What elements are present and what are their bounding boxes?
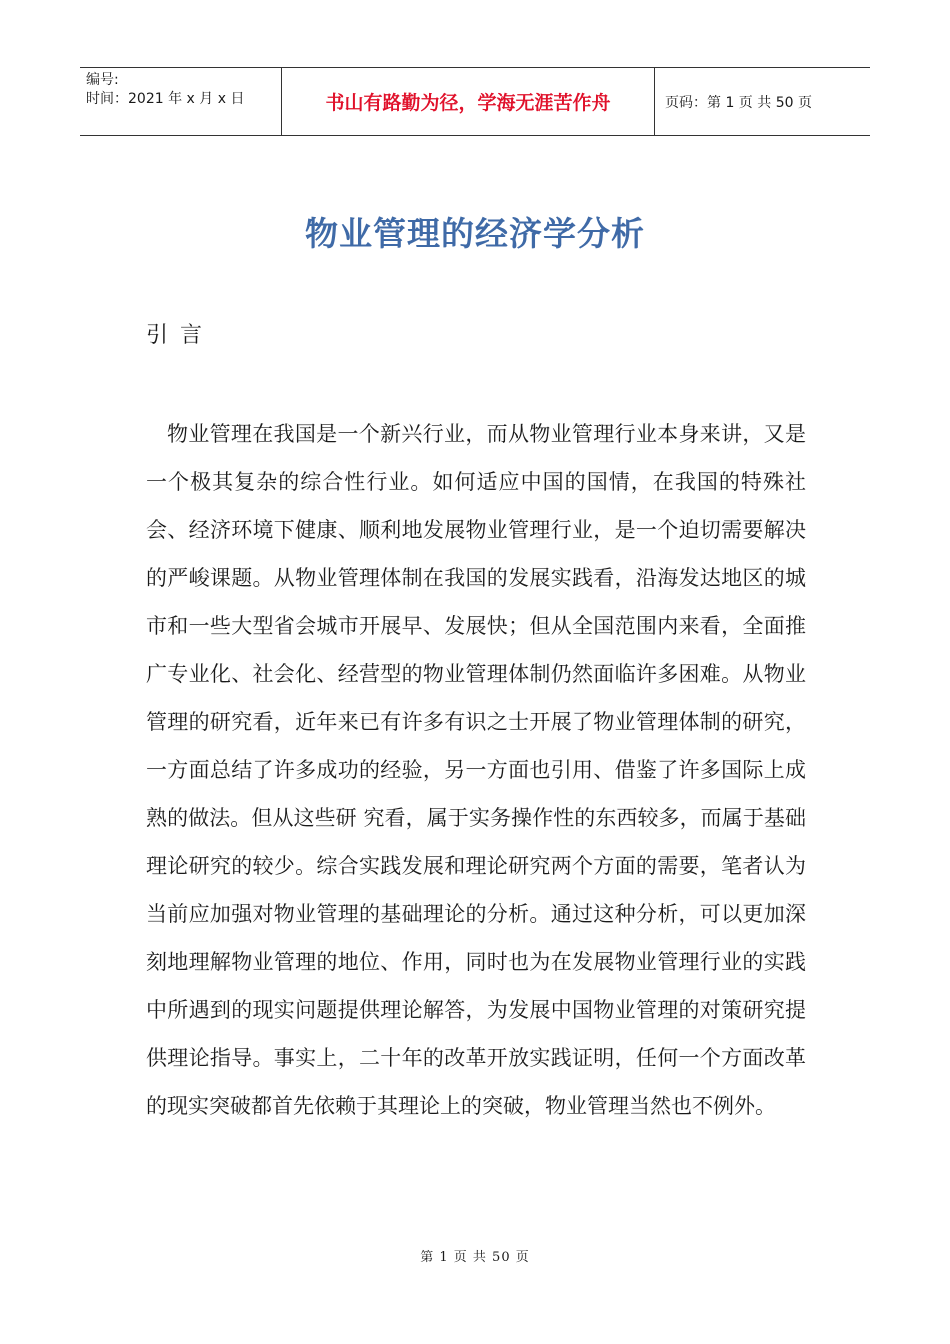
motto-text: 书山有路勤为径，学海无涯苦作舟 [325,92,611,114]
header-page-cell [655,68,870,135]
page-footer: 第 1 页 共 50 页 [420,1250,530,1265]
time-label: 时间：2021 年 x 月 x 日 [86,91,245,107]
body-paragraph: 物业管理在我国是一个新兴行业，而从物业管理行业本身来讲，又是一个极其复杂的综合性行业。如何适应中国的国情，在我国的特殊社会、经济环境下健康、顺利地发展物业管理行业，是一个迫切需要解决的严峻课题。从物业管理体制在我国的发展实践看，沿海发达地区的城市和一些大型省会城市开展早、发展快；但从全国范围内来看，全面推广专业化、社会化、经营型的物业管理体制仍然面临许多困难。从物业管理的研究看，近年来已有许多有识之士开展了物业管理体制的研究，一方面总结了许多成功的经验，另一方面也引用、借鉴了许多国际上成熟的做法。但从这些研 究看，属于实务操作性的东西较多，而属于基础理论研究的较少。综合实践发展和理论研究两个方面的需要，笔者认为当前应加强对物业管理的基础理论的分析。通过这种分析，可以更加深刻地理解物业管理的地位、作用，同时也为在发展物业管理行业的实践中所遇到的现实问题提供理论解答，为发展中国物业管理的对策研究提供理论指导。事实上，二十年的改革开放实践证明，任何一个方面改革的现实突破都首先依赖于其理论上的突破，物业管理当然也不例外。 [146,422,806,1118]
header-meta-cell [80,68,282,135]
document-title: 物业管理的经济学分析 [305,214,645,253]
section-heading: 引言 [146,323,215,348]
number-label: 编号: [86,72,119,88]
header-table [80,67,870,136]
header-motto-cell [282,68,655,135]
page-info: 页码：第 1 页 共 50 页 [665,94,812,111]
